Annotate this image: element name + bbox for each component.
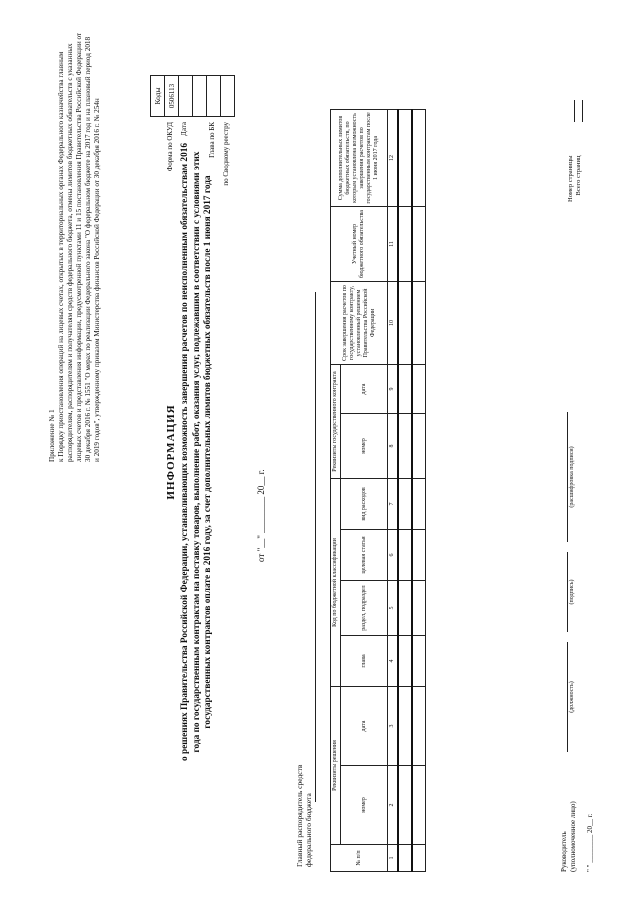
col-num: 1 <box>388 845 399 872</box>
cell <box>398 845 412 872</box>
date-line: от "__" ________ 20__ г. <box>256 469 266 562</box>
header-expense: вид расходов <box>341 479 388 530</box>
okud-label: Форма по ОКУД <box>166 122 174 172</box>
cell <box>398 581 412 636</box>
cell <box>398 687 412 766</box>
position-line <box>567 642 568 752</box>
distributor-line <box>315 292 316 802</box>
table-row <box>412 110 426 872</box>
column-numbers-row <box>388 110 399 872</box>
col-num: 2 <box>388 766 399 845</box>
signature-date: " " ________ 20__ г. <box>586 813 594 872</box>
cell <box>398 636 412 687</box>
page-number-label: Номер страницы <box>567 155 574 202</box>
col-num: 6 <box>388 530 399 581</box>
cell <box>412 581 426 636</box>
okud-value: 0506113 <box>165 76 179 117</box>
date-label: Дата <box>180 122 188 136</box>
header-target: целевая статья <box>341 530 388 581</box>
header-contract: Реквизиты государственного контракта <box>331 365 341 479</box>
position-caption: (должность) <box>569 681 575 713</box>
cell <box>412 687 426 766</box>
cell <box>398 207 412 282</box>
header-glava: глава <box>341 636 388 687</box>
cell <box>398 282 412 365</box>
cell <box>412 766 426 845</box>
col-num: 8 <box>388 414 399 479</box>
registry-label: по Сводному реестру <box>222 122 230 186</box>
col-num: 5 <box>388 581 399 636</box>
cell <box>412 845 426 872</box>
header-contract-date: дата <box>341 365 388 414</box>
header-decision-date: дата <box>341 687 388 766</box>
codes-header: Коды <box>151 76 165 117</box>
glava-cell <box>207 76 221 117</box>
appendix-number: Приложение № 1 <box>48 409 56 462</box>
col-num: 3 <box>388 687 399 766</box>
header-sum: Сумма дополнительных лимитов бюджетных обязательств, по которым установлена возможность завершения расчетов по государственным контрактам после 1 июня 2017 года <box>331 110 388 207</box>
cell <box>398 365 412 414</box>
cell <box>412 365 426 414</box>
appendix-note <box>48 32 102 462</box>
col-num: 7 <box>388 479 399 530</box>
cell <box>398 479 412 530</box>
cell <box>412 530 426 581</box>
page-number-line <box>574 100 575 122</box>
title-block <box>165 142 215 762</box>
document-subtitle: о решениях Правительства Российской Федерации, устанавливающих возможность завершения расчетов по неисполненным обязательствам 2016 года по государственным контрактам на поставку товаров, выполнение работ, оказания услуг, подлежавшим в соответствии с условиями этих государственных контрактов оплате в 2016 году, за счет дополнительных лимитов бюджетных обязательств после 1 июня 2017 года <box>180 142 213 762</box>
head-label: Руководитель <box>560 831 568 872</box>
total-pages-label: Всего страниц <box>575 155 582 196</box>
date-cell <box>179 76 193 117</box>
cell <box>412 110 426 207</box>
col-num: 4 <box>388 636 399 687</box>
col-num: 10 <box>388 282 399 365</box>
cell <box>412 636 426 687</box>
col-num: 9 <box>388 365 399 414</box>
decode-caption: (расшифровка подписи) <box>569 446 575 508</box>
main-table <box>330 109 426 872</box>
codes-table <box>150 75 235 117</box>
cell <box>412 479 426 530</box>
sign-line <box>567 552 568 632</box>
appendix-text: к Порядку приостановления операций на лицевых счетах, открытых в территориальных органах Федерального казначейства главным распорядителям, распорядителям и получателям средств федерального бюджета, отмены лимитов бюджетных обязательств с указанных лицевых счетов и представления информации, предусмотренной пунктами 11 и 15 постановления Правительства Российской Федерации от 30 декабря 2016 г. № 1551 "О мерах по реализации Федерального закона "О федеральном бюджете на 2017 год и на плановый период 2018 и 2019 годов", утвержденному приказом Министерства финансов Российской Федерации от 30 декабря 2016 г. № 254н <box>57 32 101 462</box>
main-distributor-label: Главный распорядитель средств федерального бюджета <box>295 764 313 867</box>
cell <box>398 110 412 207</box>
header-budget-code: Код по бюджетной классификации <box>331 479 341 687</box>
header-account: Учетный номер бюджетного обязательства <box>331 207 388 282</box>
glava-label: Глава по БК <box>208 122 216 158</box>
header-decision-number: номер <box>341 766 388 845</box>
col-num: 11 <box>388 207 399 282</box>
sign-caption: (подпись) <box>569 579 575 605</box>
signature-block <box>560 801 595 872</box>
page-numbering <box>567 156 583 202</box>
cell <box>398 766 412 845</box>
header-section: раздел, подраздел <box>341 581 388 636</box>
header-contract-number: номер <box>341 414 388 479</box>
head-note: (уполномоченное лицо) <box>569 801 577 872</box>
header-no: № п/п <box>331 845 388 872</box>
cell <box>398 414 412 479</box>
document-title: ИНФОРМАЦИЯ <box>165 404 177 500</box>
header-term: Срок завершения расчетов по государственному контракту, установленный решением Правительства Российской Федерации <box>331 282 388 365</box>
cell <box>412 414 426 479</box>
registry-cell <box>221 76 235 117</box>
decode-line <box>567 412 568 542</box>
header-decision: Реквизиты решения <box>331 687 341 845</box>
document-page <box>40 22 600 882</box>
cell <box>412 207 426 282</box>
empty-cell <box>193 76 207 117</box>
table-row <box>398 110 412 872</box>
cell <box>412 282 426 365</box>
cell <box>398 530 412 581</box>
col-num: 12 <box>388 110 399 207</box>
total-pages-line <box>582 100 583 122</box>
